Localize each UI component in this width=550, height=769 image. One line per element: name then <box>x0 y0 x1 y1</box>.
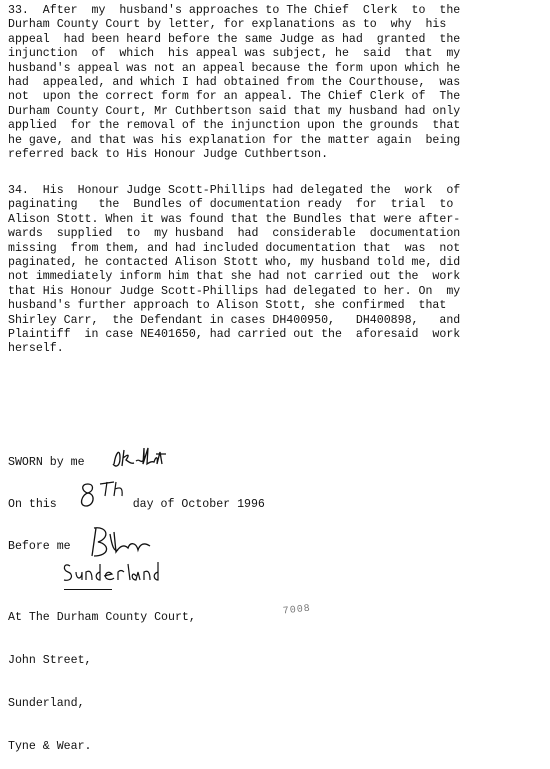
p33-line: Durham County Court by letter, for explanations as to why his <box>8 18 447 32</box>
p33-line: applied for the removal of the injunction upon the grounds that <box>8 119 461 133</box>
before-me-line <box>8 540 71 554</box>
p34-line: paginated, he contacted Alison Stott who, my husband told me, did <box>8 256 461 270</box>
p33-line: had appealed, and which I had obtained from the Courthouse, was <box>8 76 461 90</box>
sworn-signature-image <box>110 444 172 472</box>
paragraph-33 <box>8 4 540 162</box>
p34-line: not immediately inform him that she had not carried out the work <box>8 270 461 284</box>
p34-line: Shirley Carr, the Defendant in cases DH400950, DH400898, and <box>8 313 461 327</box>
p33-line: Durham County Court, Mr Cuthbertson said that my husband had only <box>8 104 461 118</box>
p33-line: he gave, and that was his explanation for the matter again being <box>8 133 461 147</box>
on-this-rest: day of October 1996 <box>132 498 265 511</box>
p33-line: referred back to His Honour Judge Cuthbertson. <box>8 148 329 162</box>
address-line: At The Durham County Court, <box>8 610 196 624</box>
p34-line: paginating the Bundles of documentation ready for trial to <box>8 198 454 212</box>
p34-line: that His Honour Judge Scott-Phillips had delegated to her. On my <box>8 284 461 298</box>
p33-line: not upon the correct form for an appeal. The Chief Clerk of The <box>8 90 461 104</box>
p34-line: 34. His Honour Judge Scott-Phillips had delegated the work of <box>8 184 461 197</box>
address-line: Tyne & Wear. <box>8 740 92 754</box>
before-me-signature-image <box>84 524 152 564</box>
sworn-line <box>8 456 85 470</box>
p34-line: herself. <box>8 342 64 356</box>
p34-line: Alison Stott. When it was found that the Bundles that were after- <box>8 212 461 226</box>
p34-line: wards supplied to my husband had considerable documentation <box>8 227 461 241</box>
faint-stamp: 7008 <box>282 603 312 618</box>
p34-line: husband's further approach to Alison Stott, she confirmed that <box>8 299 447 313</box>
handwritten-date-image <box>76 478 136 512</box>
p34-line: Plaintiff in case NE401650, had carried out the aforesaid work <box>8 328 461 342</box>
address-line: Sunderland, <box>8 697 85 711</box>
p33-line: husband's appeal was not an appeal because the form upon which he <box>8 61 461 75</box>
before-me-label: Before me <box>8 540 71 553</box>
sworn-label: SWORN by me <box>8 456 85 469</box>
address-line: John Street, <box>8 654 92 668</box>
on-this-prefix: On this <box>8 498 57 511</box>
address-strike-through <box>64 589 112 590</box>
p34-line: missing from them, and had included documentation that was not <box>8 241 461 255</box>
court-address <box>8 582 196 769</box>
p33-line: injunction of which his appeal was subject, he said that my <box>8 47 461 61</box>
p33-line: appeal had been heard before the same Judge as had granted the <box>8 32 461 46</box>
on-this-line <box>8 498 265 512</box>
paragraph-34 <box>8 184 540 357</box>
p33-line: 33. After my husband's approaches to The Chief Clerk to the <box>8 4 461 17</box>
